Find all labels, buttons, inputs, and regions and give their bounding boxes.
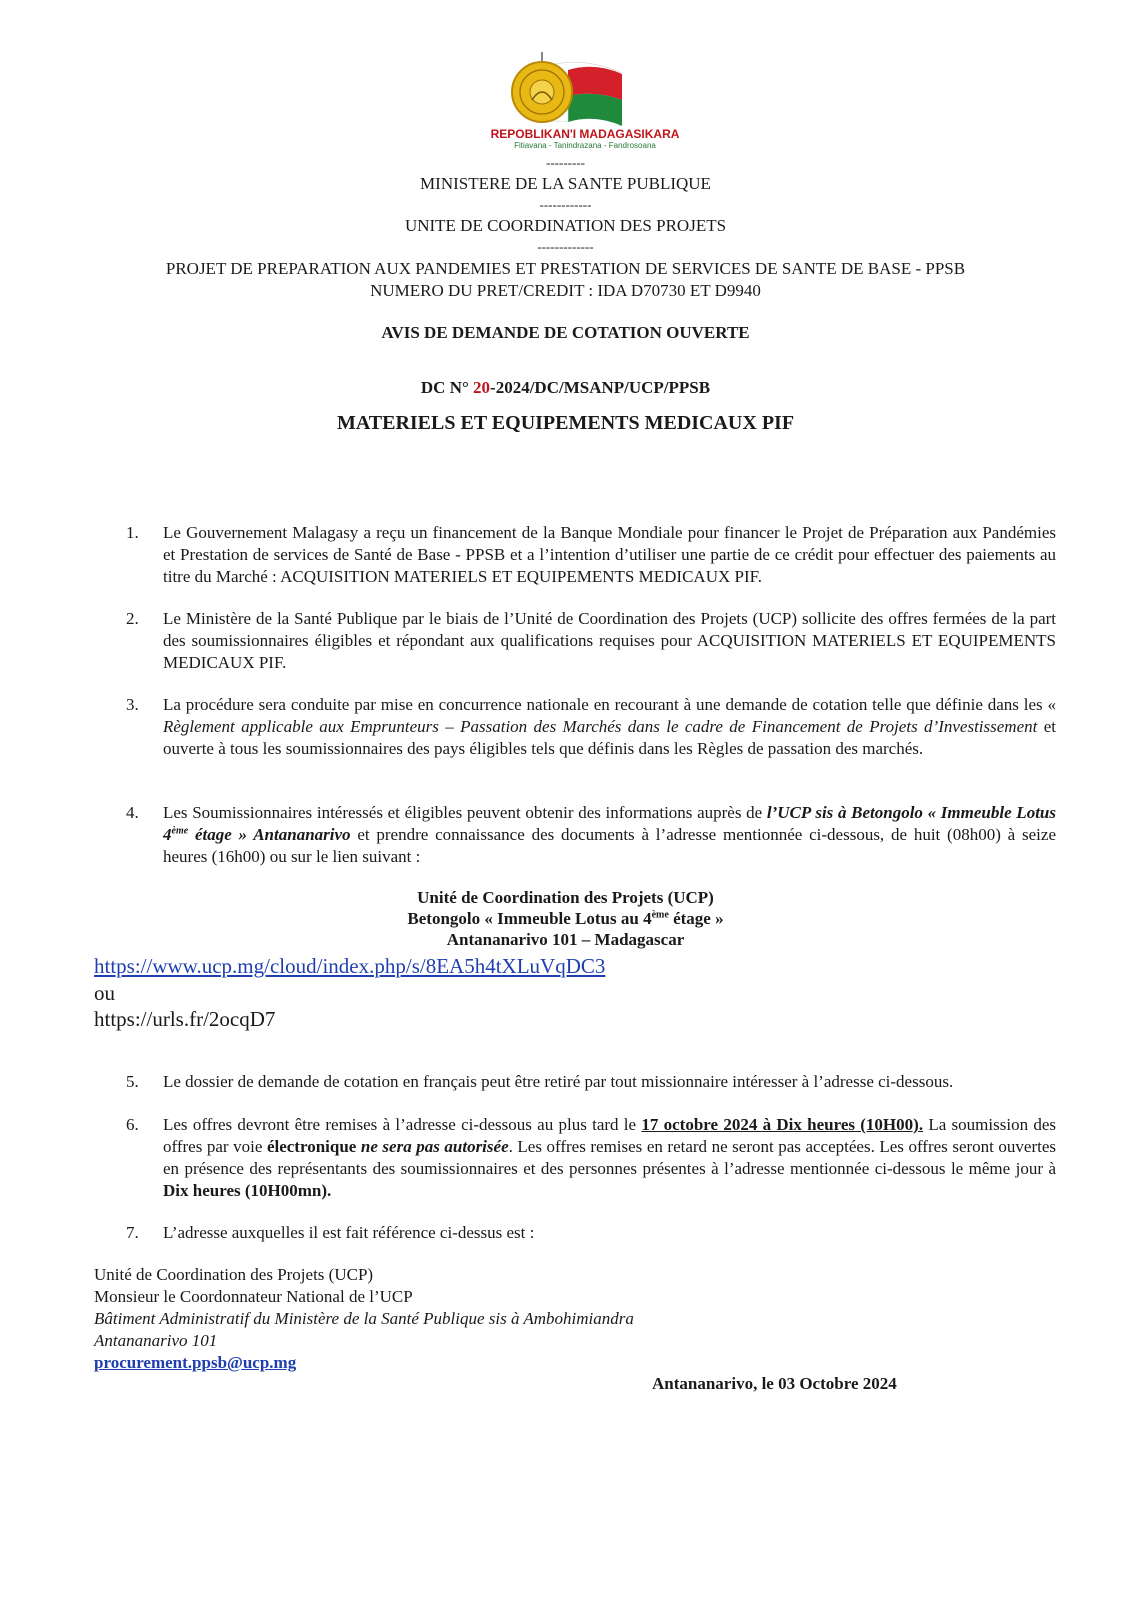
address-line: Bâtiment Administratif du Ministère de la Santé Publique sis à Ambohimiandra <box>94 1309 634 1328</box>
logo-motto-text: Fitiavana - Tanindrazana - Fandrosoana <box>514 141 656 150</box>
list-item <box>126 802 1056 868</box>
item-text-bold: Dix heures (10H00mn). <box>163 1181 332 1200</box>
list-item <box>126 694 1056 760</box>
email-row <box>94 1352 296 1374</box>
deadline-text: 17 octobre 2024 à Dix heures (10H00). <box>641 1115 924 1134</box>
project-title: PROJET DE PREPARATION AUX PANDEMIES ET PRESTATION DE SERVICES DE SANTE DE BASE - PPSB <box>165 259 966 278</box>
list-item <box>126 1071 1056 1093</box>
logo-republic-text: REPOBLIKAN'I MADAGASIKARA <box>490 127 680 141</box>
ucp-city: Antananarivo 101 – Madagascar <box>446 930 685 949</box>
cloud-link-row <box>94 953 605 979</box>
address-line: Monsieur le Coordonnateur National de l’UCP <box>94 1287 413 1306</box>
separator: ------------ <box>539 197 592 212</box>
ucp-location-part: Betongolo « Immeuble Lotus au 4 <box>407 909 652 928</box>
item-number: 5. <box>126 1072 139 1091</box>
item-text-part: . Les offres remises en retard ne seront pas acceptées. Les offres seront ouvertes en présence des représentants des soumissionnaires et des personnes présentes à l’adresse mentionnée ci-dessous le même jour à <box>163 1137 1056 1178</box>
item-text-part: et prendre connaissance des documents à l’adresse mentionnée ci-dessous, de huit (08h00) à seize heures (16h00) ou sur le lien suivant : <box>163 825 1056 866</box>
ucp-location <box>0 909 1131 929</box>
superscript: ème <box>171 825 189 837</box>
item-text-bold-italic: étage » Antananarivo <box>188 825 351 844</box>
list-item <box>126 608 1056 674</box>
address-line: Unité de Coordination des Projets (UCP) <box>94 1265 374 1284</box>
item-text: Le Ministère de la Santé Publique par le biais de l’Unité de Coordination des Projets (UCP) sollicite des offres fermées de la part des soumissionnaires éligibles et répondant aux qualifications requises pour ACQUISITION MATERIELS ET EQUIPEMENTS MEDICAUX PIF. <box>163 609 1056 672</box>
item-number: 1. <box>126 523 139 542</box>
short-link[interactable]: https://urls.fr/2ocqD7 <box>94 1007 276 1031</box>
ministry-title: MINISTERE DE LA SANTE PUBLIQUE <box>420 174 711 193</box>
item-text: Le Gouvernement Malagasy a reçu un financement de la Banque Mondiale pour financer le Projet de Préparation aux Pandémies et Prestation de services de Santé de Base - PPSB et a l’intention d’utiliser une partie de ce crédit pour effectuer des paiements au titre du Marché : ACQUISITION MATERIELS ET EQUIPEMENTS MEDICAUX PIF. <box>163 523 1056 586</box>
separator: --------- <box>546 155 585 170</box>
item-number: 6. <box>126 1115 139 1134</box>
list-item <box>126 522 1056 588</box>
list-item <box>126 1222 1056 1244</box>
item-number: 2. <box>126 609 139 628</box>
item-text <box>163 1114 1056 1202</box>
item-text-bold-italic: l’UCP sis à Betongolo « Immeuble Lotus 4 <box>163 803 1056 844</box>
subject-title: MATERIELS ET EQUIPEMENTS MEDICAUX PIF <box>336 412 795 434</box>
cloud-link[interactable]: https://www.ucp.mg/cloud/index.php/s/8EA5h4tXLuVqDC3 <box>94 954 606 978</box>
item-number: 3. <box>126 695 139 714</box>
item-number: 7. <box>126 1223 139 1242</box>
item-text-bold: électronique <box>266 1137 357 1156</box>
item-text-bold-italic: ne sera pas autorisée <box>356 1137 509 1156</box>
item-text-part: La soumission des offres par voie <box>163 1115 1056 1156</box>
reference-number <box>0 378 1131 398</box>
item-number: 4. <box>126 803 139 822</box>
list-item <box>126 1114 1056 1202</box>
notice-title: AVIS DE DEMANDE DE COTATION OUVERTE <box>381 323 750 342</box>
item-text <box>163 802 1056 868</box>
item-text-part: et ouverte à tous les soumissionnaires des pays éligibles tels que définis dans les Règles de passation des marchés. <box>163 717 1056 758</box>
place-date: Antananarivo, le 03 Octobre 2024 <box>652 1374 897 1393</box>
address-line: Antananarivo 101 <box>94 1331 218 1350</box>
item-text: Le dossier de demande de cotation en français peut être retiré par tout missionnaire intéresser à l’adresse ci-dessous. <box>163 1072 954 1091</box>
item-text-part: Les offres devront être remises à l’adresse ci-dessous au plus tard le <box>163 1115 642 1134</box>
ref-number: 20 <box>473 378 491 397</box>
ref-suffix: -2024/DC/MSANP/UCP/PPSB <box>490 378 711 397</box>
item-text: L’adresse auxquelles il est fait référence ci-dessus est : <box>163 1223 535 1242</box>
item-text-part: Les Soumissionnaires intéressés et éligibles peuvent obtenir des informations auprès de <box>163 803 767 822</box>
item-text-italic: Règlement applicable aux Emprunteurs – Passation des Marchés dans le cadre de Financement de Projets d’Investissement <box>163 717 1038 736</box>
ucp-location-part: étage » <box>668 909 724 928</box>
separator: ------------- <box>537 239 594 254</box>
item-text-part: La procédure sera conduite par mise en concurrence nationale en recourant à une demande de cotation telle que définie dans les « <box>163 695 1056 714</box>
loan-number: NUMERO DU PRET/CREDIT : IDA D70730 ET D9940 <box>370 281 761 300</box>
email-link[interactable]: procurement.ppsb@ucp.mg <box>94 1353 297 1372</box>
or-text: ou <box>94 981 115 1005</box>
superscript: ème <box>651 909 669 921</box>
item-text <box>163 694 1056 760</box>
ucp-name: Unité de Coordination des Projets (UCP) <box>417 888 714 907</box>
unit-title: UNITE DE COORDINATION DES PROJETS <box>404 216 727 235</box>
madagascar-emblem-icon <box>470 48 700 154</box>
ref-prefix: DC N° <box>420 378 474 397</box>
